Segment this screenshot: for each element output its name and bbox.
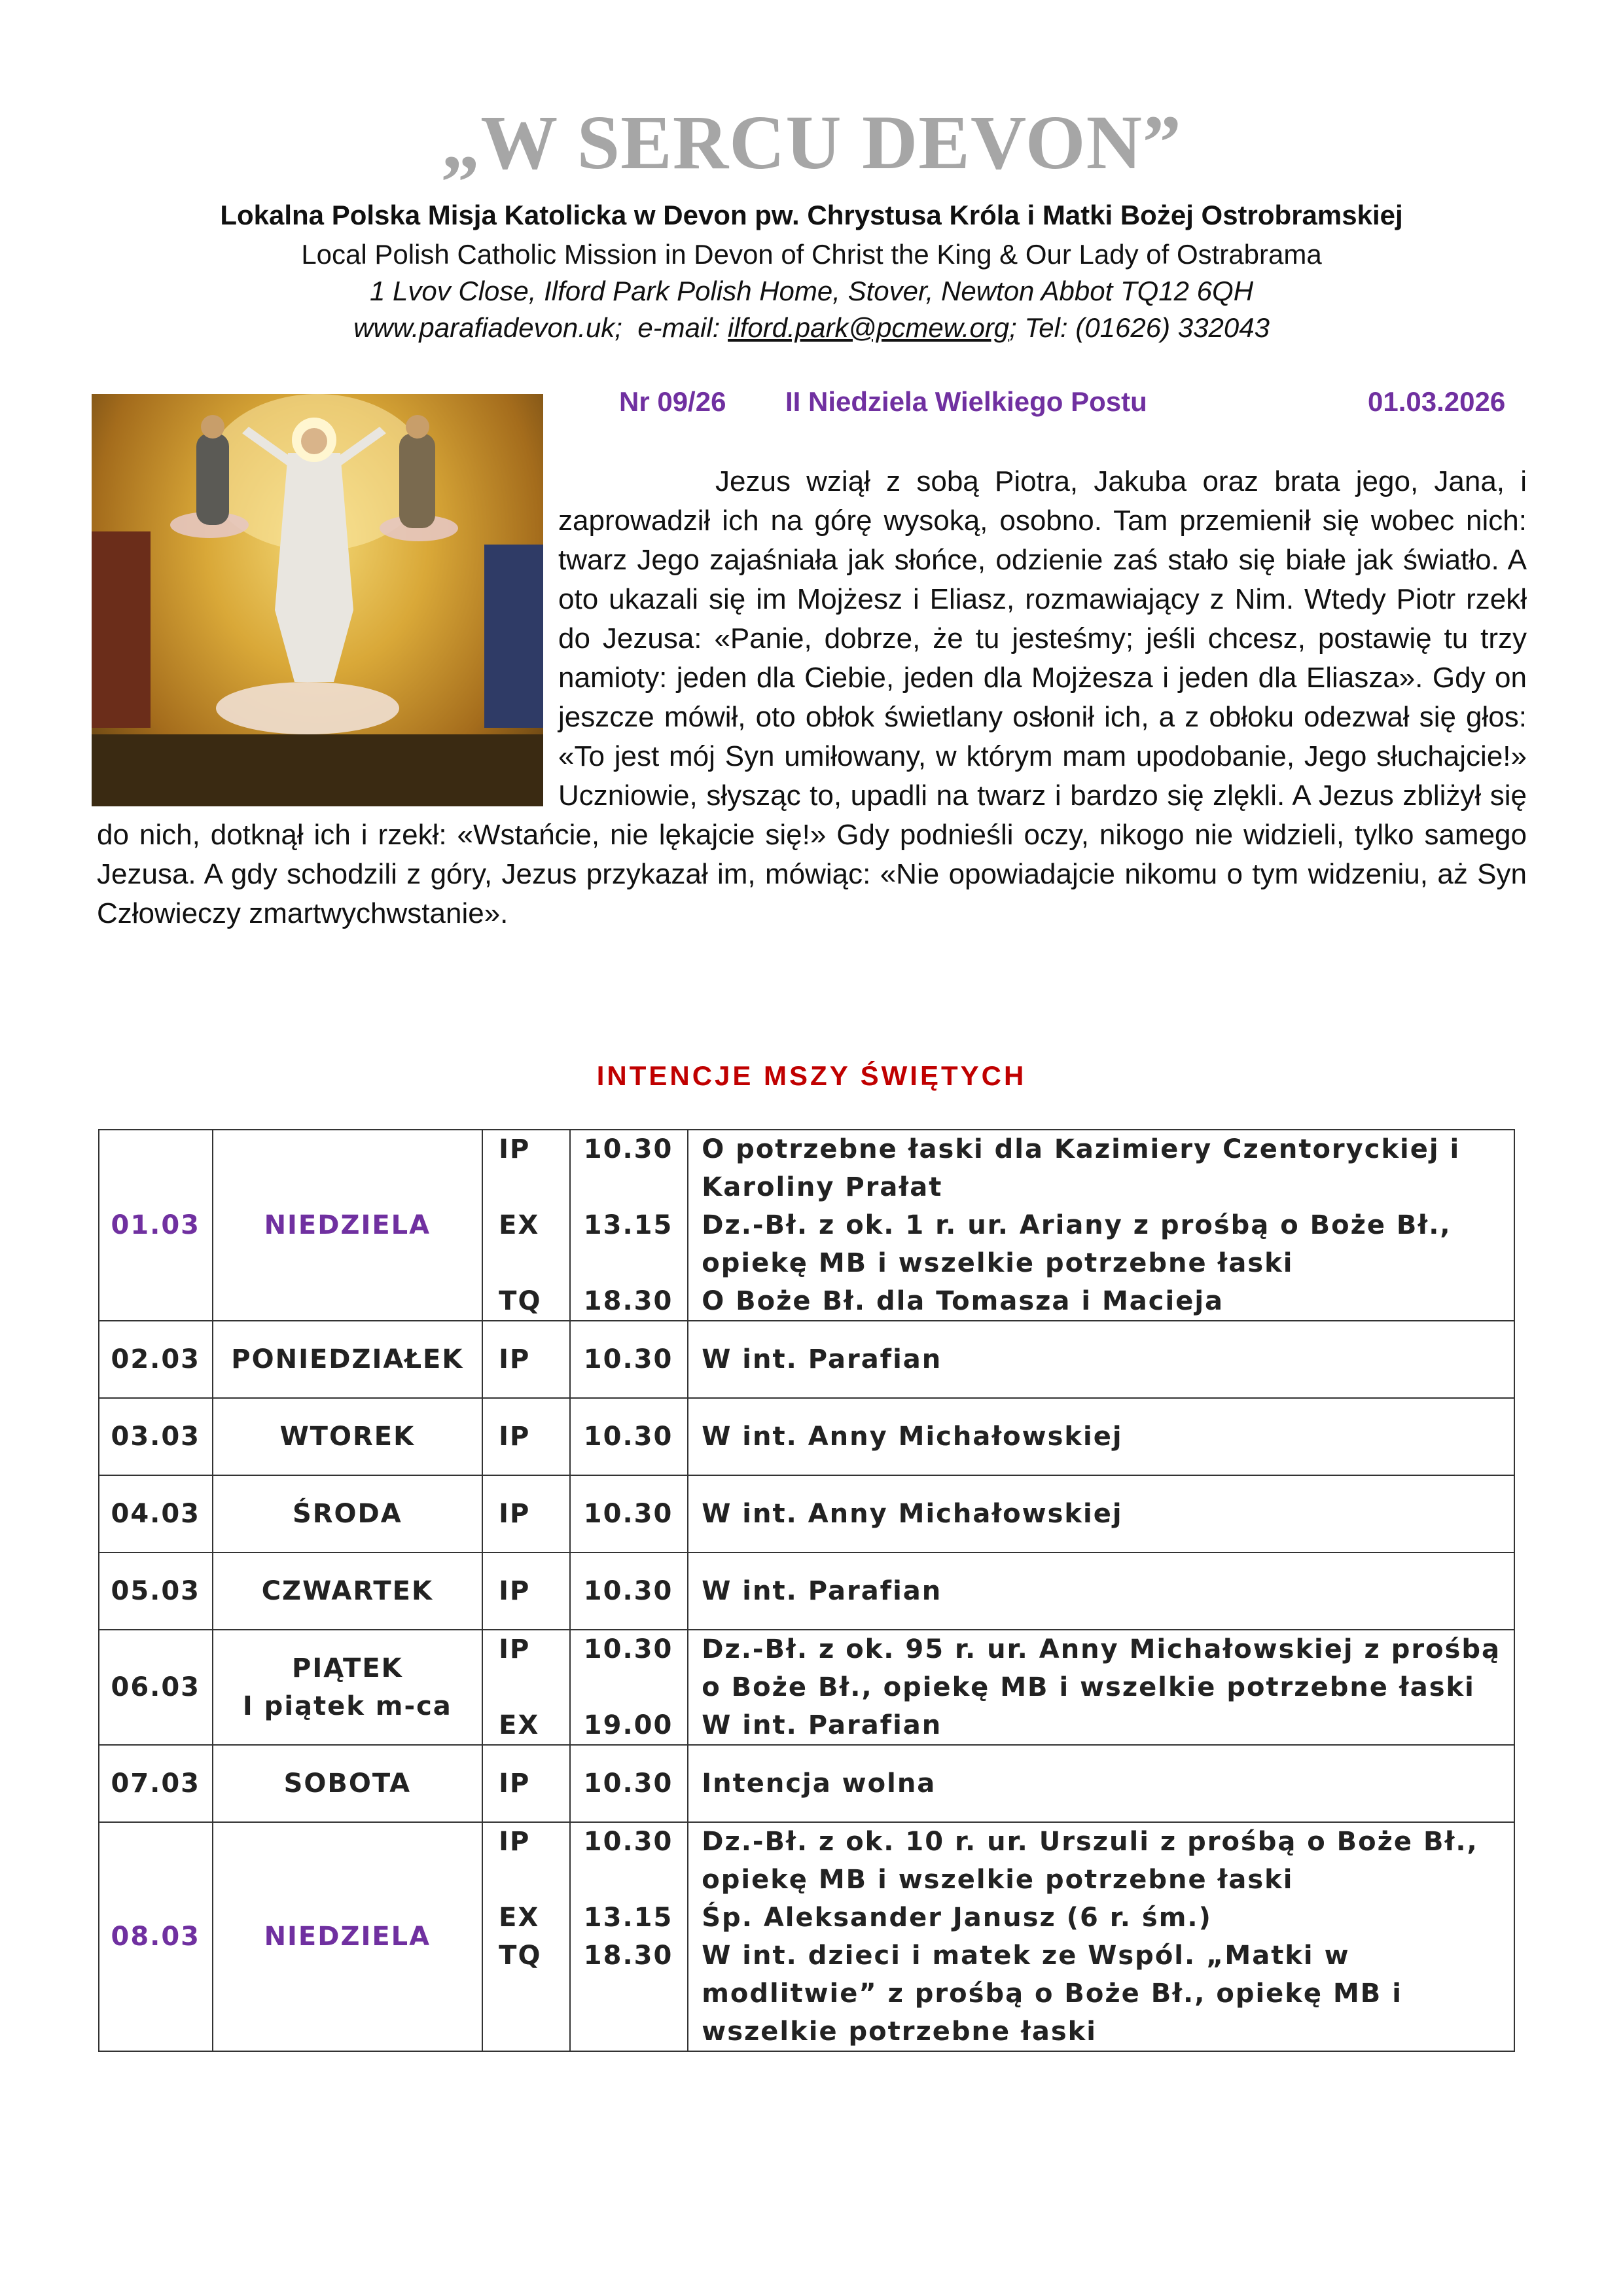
place-cell	[482, 1475, 570, 1552]
mass-intentions-table	[98, 1129, 1515, 2052]
table-row	[99, 1321, 1514, 1398]
intention-line: wszelkie potrzebne łaski	[702, 2017, 1097, 2047]
time-cell	[570, 1822, 688, 2051]
intention-line: W int. Parafian	[702, 1710, 942, 1740]
intention-cell	[688, 1552, 1514, 1630]
mission-name-polish: Lokalna Polska Misja Katolicka w Devon pw. Chrystusa Króla i Matki Bożej Ostrobramskiej	[220, 200, 1403, 230]
contact-line	[0, 309, 1623, 347]
place-code: TQ	[499, 1286, 542, 1316]
intention-cell	[688, 1745, 1514, 1822]
mass-time: 10.30	[583, 1344, 673, 1374]
place-cell	[482, 1822, 570, 2051]
time-cell	[570, 1130, 688, 1321]
mass-time: 10.30	[583, 1499, 673, 1529]
intention-cell	[688, 1475, 1514, 1552]
bulletin-title: „W SERCU DEVON”	[441, 99, 1182, 185]
intention-line: Karoliny Prałat	[702, 1172, 943, 1202]
intention-line: opiekę MB i wszelkie potrzebne łaski	[702, 1865, 1294, 1895]
day-label: SOBOTA	[283, 1768, 412, 1799]
table-row	[99, 1475, 1514, 1552]
mass-time	[584, 2013, 687, 2051]
mass-time	[584, 1861, 687, 1899]
place-code	[499, 1168, 569, 1206]
mass-time: 10.30	[583, 1827, 673, 1857]
mass-time: 10.30	[583, 1768, 673, 1799]
issue-title: II Niedziela Wielkiego Postu	[785, 386, 1147, 417]
intention-line: W int. Anny Michałowskiej	[702, 1422, 1123, 1452]
intention-line: W int. Parafian	[702, 1344, 942, 1374]
mission-address: 1 Lvov Close, Ilford Park Polish Home, Stover, Newton Abbot TQ12 6QH	[369, 276, 1254, 306]
table-row	[99, 1822, 1514, 2051]
date-cell: 04.03	[99, 1475, 213, 1552]
gospel-text: Jezus wziął z sobą Piotra, Jakuba oraz brata jego, Jana, i zaprowadził ich na górę wysoką, osobno. Tam przemienił się wobec nich: twarz Jego zajaśniała jak słońce, odzienie zaś stało się białe jak światło. A oto ukazali się im Mojżesz i Eliasz, rozmawiający z Nim. Wtedy Piotr rzekł do Jezusa: «Panie, dobrze, że tu jesteśmy; jeśli chcesz, postawię tu trzy namioty: jeden dla Ciebie, jeden dla Mojżesza i jeden dla Eliasza». Gdy on jeszcze mówił, oto obłok świetlany osłonił ich, a z obłoku odezwał się głos: «To jest mój Syn umiłowany, w którym mam upodobanie, Jego słuchajcie!» Uczniowie, słysząc to, upadli na twarz i bardzo się zlękli. A Jezus zbliżył się do nich, dotknął ich i rzekł: «Wstańcie, nie lękajcie się!» Gdy podnieśli oczy, nikogo nie widzieli, tylko samego Jezusa. A gdy schodzili z góry, Jezus przykazał im, mówiąc: «Nie opowiadajcie nikomu o tym widzeniu, aż Syn Człowieczy zmartwychwstanie».	[97, 465, 1527, 929]
intention-line: O potrzebne łaski dla Kazimiery Czentoryckiej i	[702, 1134, 1461, 1164]
day-cell	[213, 1630, 483, 1745]
date-cell: 05.03	[99, 1552, 213, 1630]
date-cell: 03.03	[99, 1398, 213, 1475]
table-row	[99, 1130, 1514, 1321]
intention-cell	[688, 1398, 1514, 1475]
place-code	[499, 1975, 569, 2013]
place-code: IP	[499, 1827, 531, 1857]
date-cell: 02.03	[99, 1321, 213, 1398]
time-cell	[570, 1745, 688, 1822]
mass-time: 10.30	[583, 1422, 673, 1452]
day-label: WTOREK	[279, 1422, 416, 1452]
day-cell	[213, 1552, 483, 1630]
intention-line: Dz.-Bł. z ok. 95 r. ur. Anny Michałowskiej z prośbą	[702, 1634, 1501, 1664]
intention-cell	[688, 1130, 1514, 1321]
day-cell	[213, 1130, 483, 1321]
day-label: PIĄTEK	[292, 1653, 403, 1683]
day-label: NIEDZIELA	[264, 1922, 431, 1952]
date-cell: 07.03	[99, 1745, 213, 1822]
intention-line: Dz.-Bł. z ok. 1 r. ur. Ariany z prośbą o Boże Bł.,	[702, 1210, 1452, 1240]
place-code: IP	[499, 1344, 531, 1374]
mass-intentions-heading: INTENCJE MSZY ŚWIĘTYCH	[596, 1060, 1027, 1091]
intention-line: o Boże Bł., opiekę MB i wszelkie potrzebne łaski	[702, 1672, 1475, 1702]
place-code: IP	[499, 1422, 531, 1452]
intention-line: modlitwie” z prośbą o Boże Bł., opiekę MB i	[702, 1979, 1402, 2009]
place-cell	[482, 1130, 570, 1321]
place-cell	[482, 1630, 570, 1745]
issue-date: 01.03.2026	[1368, 386, 1506, 417]
day-label: NIEDZIELA	[264, 1210, 431, 1240]
place-code: EX	[499, 1903, 540, 1933]
place-cell	[482, 1321, 570, 1398]
intention-line: W int. Anny Michałowskiej	[702, 1499, 1123, 1529]
mass-time: 18.30	[583, 1941, 673, 1971]
day-cell	[213, 1398, 483, 1475]
intention-cell	[688, 1822, 1514, 2051]
time-cell	[570, 1552, 688, 1630]
place-code	[499, 1861, 569, 1899]
time-cell	[570, 1630, 688, 1745]
day-label: ŚRODA	[292, 1499, 402, 1529]
day-cell	[213, 1475, 483, 1552]
intention-cell	[688, 1630, 1514, 1745]
email-link[interactable]: ilford.park@pcmew.org	[728, 312, 1010, 343]
intention-line: O Boże Bł. dla Tomasza i Macieja	[702, 1286, 1224, 1316]
table-row	[99, 1630, 1514, 1745]
place-cell	[482, 1398, 570, 1475]
date-cell: 08.03	[99, 1822, 213, 2051]
day-label: I piątek m-ca	[242, 1691, 452, 1721]
intention-line: Dz.-Bł. z ok. 10 r. ur. Urszuli z prośbą o Boże Bł.,	[702, 1827, 1478, 1857]
mass-time: 10.30	[583, 1576, 673, 1606]
intention-line: Śp. Aleksander Janusz (6 r. śm.)	[702, 1903, 1212, 1933]
place-code: IP	[499, 1634, 531, 1664]
gospel-paragraph	[97, 462, 1527, 933]
mass-time: 13.15	[583, 1210, 673, 1240]
mass-time: 13.15	[583, 1903, 673, 1933]
website-link[interactable]: www.parafiadevon.uk;	[353, 312, 622, 343]
place-code: IP	[499, 1576, 531, 1606]
intention-line: W int. Parafian	[702, 1576, 942, 1606]
intention-cell	[688, 1321, 1514, 1398]
mass-time	[584, 1668, 687, 1706]
table-row	[99, 1745, 1514, 1822]
day-label: PONIEDZIAŁEK	[231, 1344, 464, 1374]
table-row	[99, 1398, 1514, 1475]
email-label: e-mail:	[637, 312, 721, 343]
time-cell	[570, 1475, 688, 1552]
place-code	[499, 2013, 569, 2051]
time-cell	[570, 1321, 688, 1398]
day-label: CZWARTEK	[261, 1576, 433, 1606]
place-code: IP	[499, 1768, 531, 1799]
time-cell	[570, 1398, 688, 1475]
intention-line: Intencja wolna	[702, 1768, 936, 1799]
mass-time: 10.30	[583, 1134, 673, 1164]
place-code: EX	[499, 1210, 540, 1240]
place-cell	[482, 1745, 570, 1822]
place-code: TQ	[499, 1941, 542, 1971]
intention-line: W int. dzieci i matek ze Wspól. „Matki w	[702, 1941, 1350, 1971]
place-code: IP	[499, 1134, 531, 1164]
date-cell: 01.03	[99, 1130, 213, 1321]
place-code: EX	[499, 1710, 540, 1740]
place-code	[499, 1668, 569, 1706]
mass-time: 19.00	[583, 1710, 673, 1740]
mass-time	[584, 1975, 687, 2013]
day-cell	[213, 1745, 483, 1822]
intention-line: opiekę MB i wszelkie potrzebne łaski	[702, 1248, 1294, 1278]
place-code	[499, 1244, 569, 1282]
mission-name-english: Local Polish Catholic Mission in Devon of Christ the King & Our Lady of Ostrabrama	[301, 239, 1322, 270]
day-cell	[213, 1822, 483, 2051]
place-cell	[482, 1552, 570, 1630]
mass-time: 10.30	[583, 1634, 673, 1664]
place-code: IP	[499, 1499, 531, 1529]
mass-time	[584, 1244, 687, 1282]
phone: ; Tel: (01626) 332043	[1009, 312, 1270, 343]
issue-number: Nr 09/26	[619, 386, 726, 417]
mass-time	[584, 1168, 687, 1206]
mass-time: 18.30	[583, 1286, 673, 1316]
day-cell	[213, 1321, 483, 1398]
table-row	[99, 1552, 1514, 1630]
date-cell: 06.03	[99, 1630, 213, 1745]
